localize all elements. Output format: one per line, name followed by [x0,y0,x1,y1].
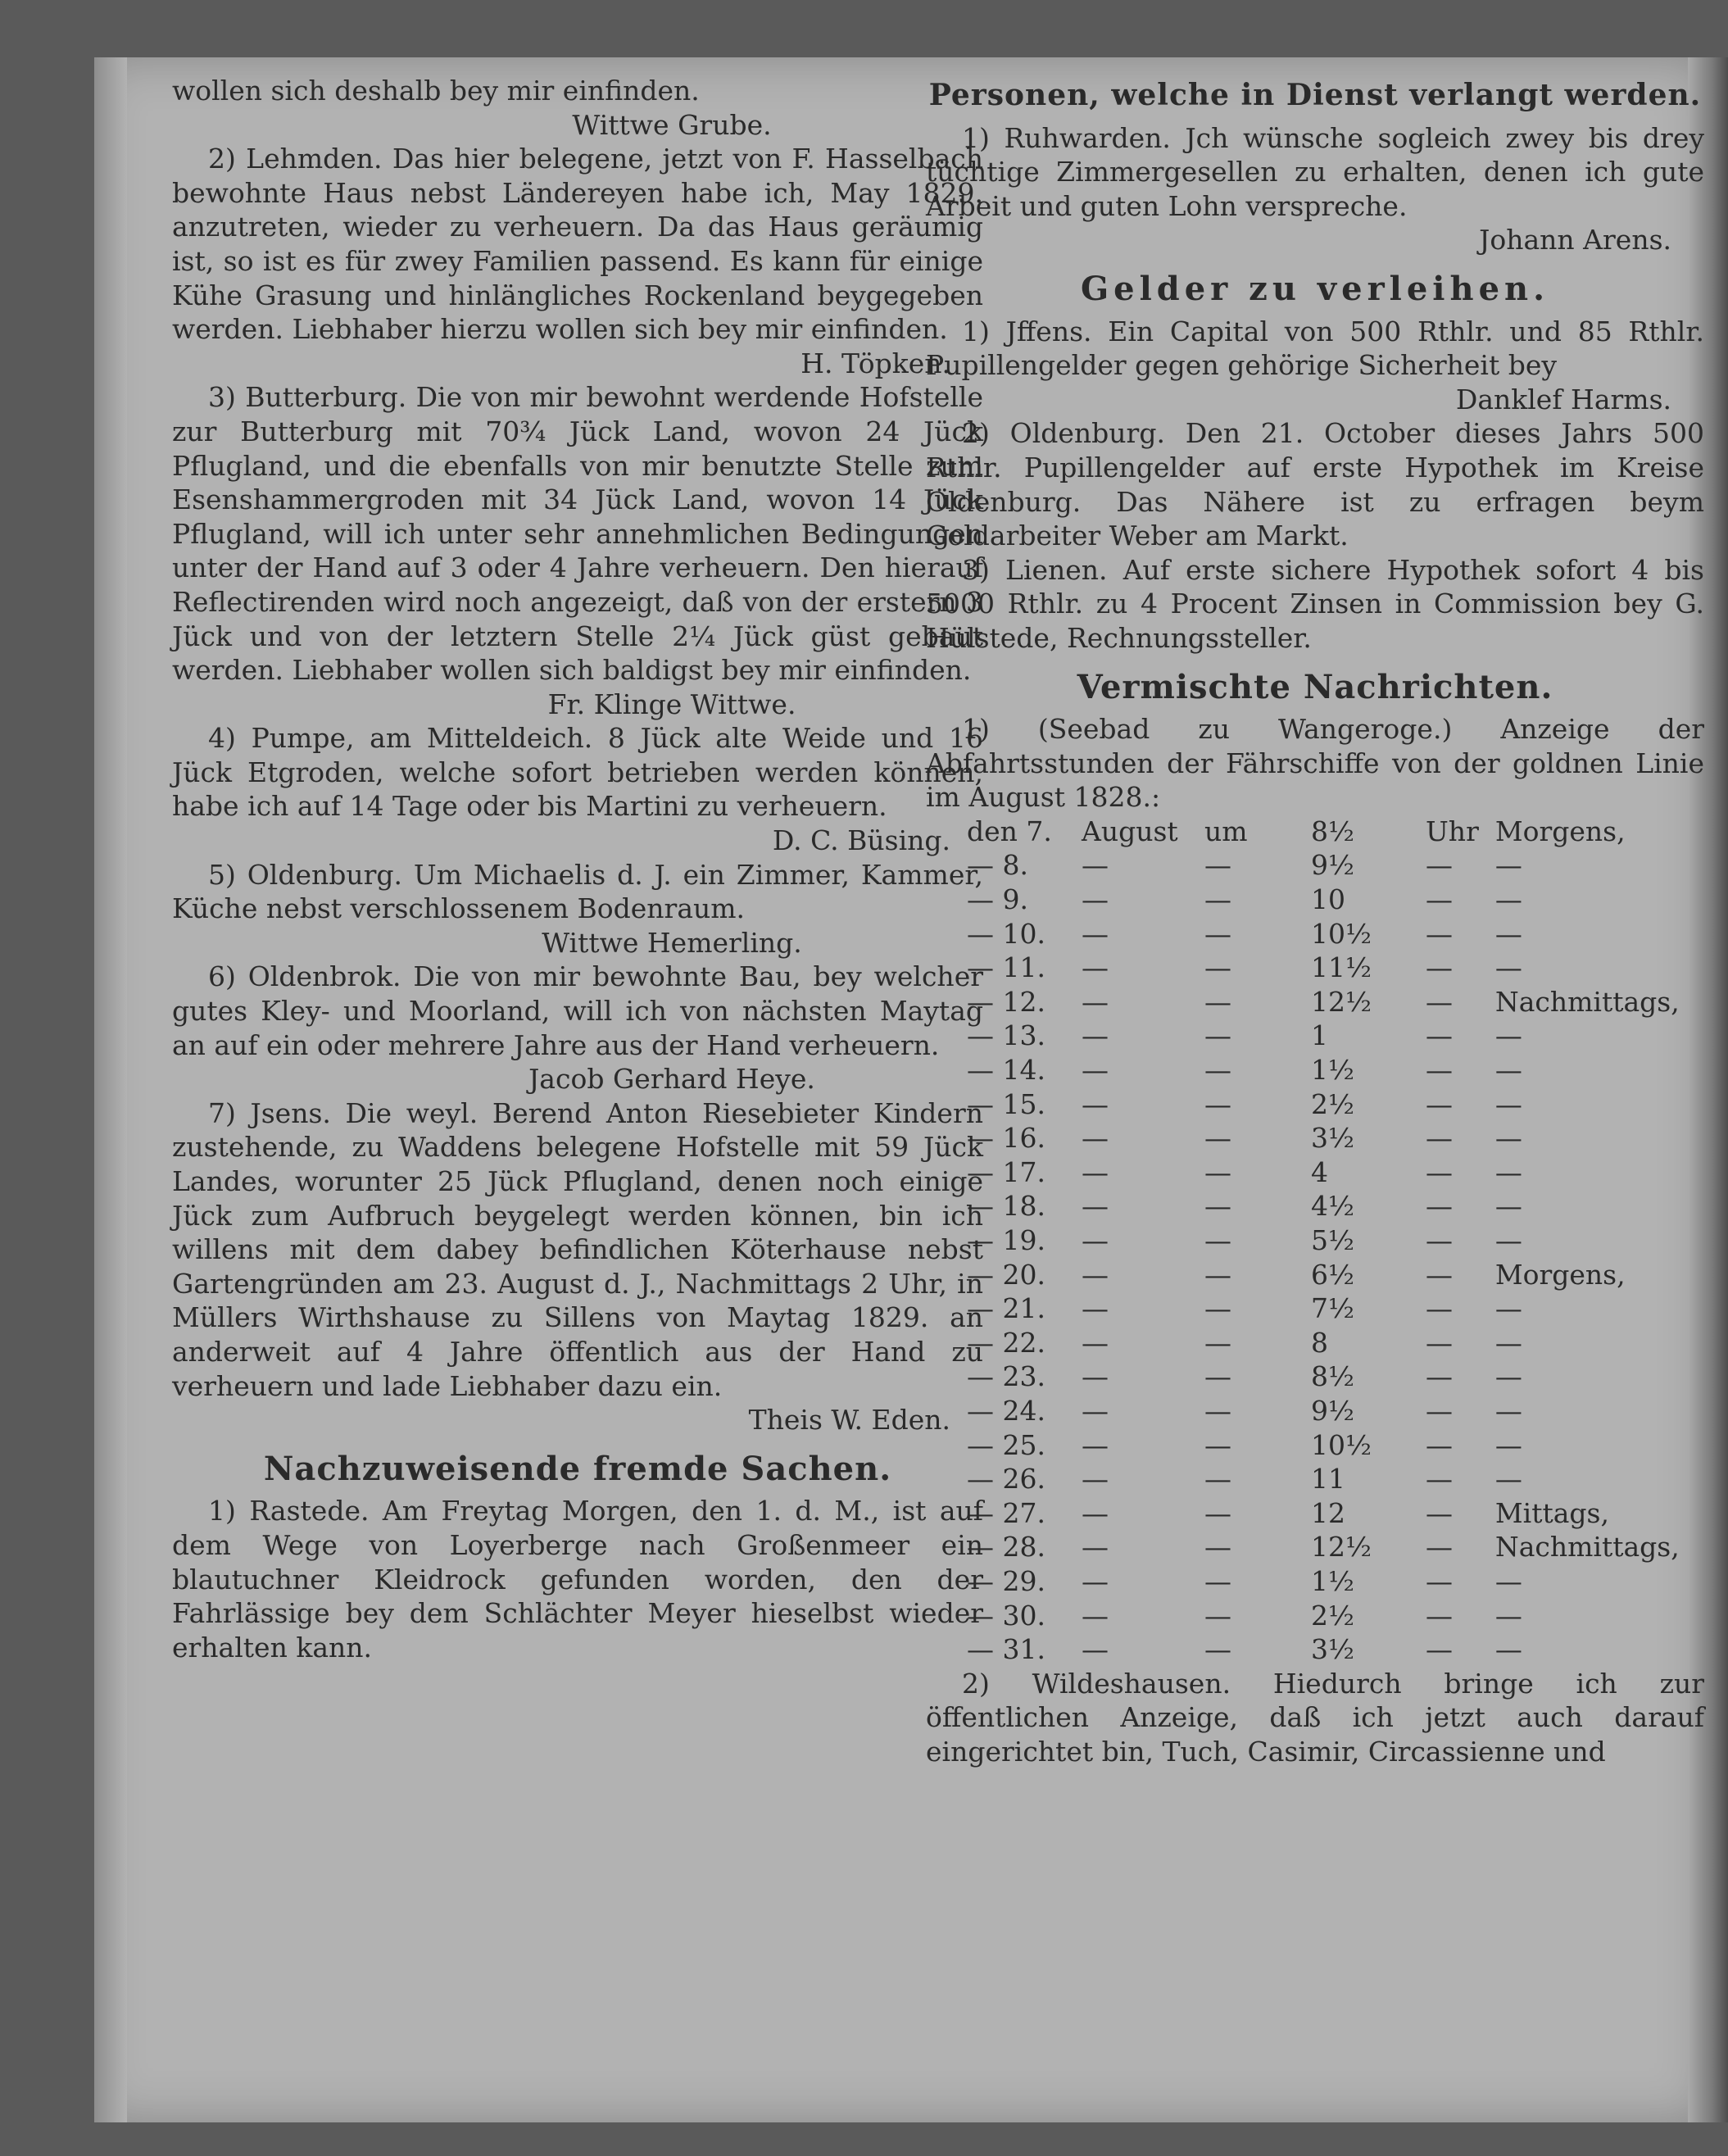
schedule-um: — [1204,1190,1231,1223]
schedule-daypart: Morgens, [1494,1258,1626,1291]
schedule-row [959,1019,1688,1053]
schedule-day: — 28. [967,1531,1045,1564]
signature-harms: Danklef Harms. [1455,383,1671,415]
schedule-um: — [1204,1531,1231,1564]
signature-buesing: D. C. Büsing. [772,824,950,857]
schedule-time: 1½ [1311,1054,1354,1087]
schedule-uhr: — [1426,1224,1453,1256]
schedule-daypart: — [1494,1360,1522,1393]
schedule-time: 10½ [1311,917,1372,950]
schedule-uhr: — [1426,1531,1453,1564]
schedule-um: — [1204,1599,1231,1632]
schedule-daypart: — [1494,1564,1522,1597]
schedule-month: August [1082,815,1178,847]
schedule-time: 7½ [1311,1292,1354,1325]
schedule-time: 11½ [1311,951,1372,984]
schedule-daypart: Morgens, [1494,815,1626,847]
schedule-month: — [1082,1292,1109,1325]
schedule-um: — [1204,1326,1231,1359]
schedule-uhr: — [1426,1428,1453,1461]
schedule-month: — [1082,985,1109,1018]
ferry-schedule-body [959,815,1688,1667]
signature-toepken: H. Töpken. [801,347,950,379]
schedule-time: 10½ [1311,1428,1372,1461]
schedule-month: — [1082,1122,1109,1155]
schedule-day: — 26. [967,1463,1045,1496]
schedule-um: — [1204,1292,1231,1325]
schedule-daypart: — [1494,1019,1522,1052]
schedule-time: 4 [1311,1155,1328,1188]
schedule-time: 3½ [1311,1633,1354,1666]
schedule-uhr: — [1426,849,1453,882]
schedule-um: um [1204,815,1248,847]
schedule-row [959,1087,1688,1122]
schedule-time: 12½ [1311,985,1372,1018]
schedule-daypart: Nachmittags, [1494,985,1680,1018]
schedule-month: — [1082,917,1109,950]
signature-arens: Johann Arens. [1479,224,1671,256]
schedule-day: — 27. [967,1496,1045,1529]
schedule-daypart: — [1494,917,1522,950]
paragraph-intro: wollen sich deshalb bey mir einfinden. [172,75,700,107]
schedule-uhr: — [1426,1326,1453,1359]
signature-grube: Wittwe Grube. [572,108,772,141]
schedule-row [959,1394,1688,1428]
schedule-day: — 23. [967,1360,1045,1393]
schedule-daypart: Nachmittags, [1494,1531,1680,1564]
schedule-row [959,1291,1688,1326]
schedule-day: den 7. [967,815,1052,847]
schedule-daypart: — [1494,1633,1522,1666]
schedule-daypart: — [1494,1087,1522,1120]
schedule-month: — [1082,1054,1109,1087]
page-fold-shadow [94,57,127,2122]
schedule-day: — 19. [967,1224,1045,1256]
schedule-month: — [1082,1190,1109,1223]
schedule-time: 8 [1311,1326,1328,1359]
schedule-time: 6½ [1311,1258,1354,1291]
schedule-row [959,1599,1688,1633]
schedule-uhr: — [1426,1633,1453,1666]
schedule-day: — 8. [967,849,1028,882]
schedule-day: — 25. [967,1428,1045,1461]
left-column [172,74,983,1664]
schedule-row [959,1462,1688,1496]
paragraph-jsens: 7) Jsens. Die weyl. Berend Anton Riesebieter Kindern zustehende, zu Waddens belegene Hofstelle mit 59 Jück Landes, worunter 25 Jück Pflugland, denen noch einige Jück zum Aufbruch beygelegt werden können, bin ich willens mit dem dabey befindlichen Köterhause nebst Gartengründen am 23. August d. J., Nachmittags 2 Uhr, in Müllers Wirthshause zu Sillens von Maytag 1829. an anderweit auf 4 Jahre öffentlich aus der Hand zu verheuern und lade Liebhaber dazu ein. [172,1096,983,1402]
schedule-daypart: Mittags, [1494,1496,1609,1529]
schedule-uhr: Uhr [1426,815,1479,847]
schedule-row [959,1428,1688,1463]
heading-personen-dienst: Personen, welche in Dienst verlangt werden. [928,78,1702,112]
schedule-daypart: — [1494,1155,1522,1188]
schedule-month: — [1082,951,1109,984]
heading-fremde-sachen: Nachzuweisende fremde Sachen. [263,1449,892,1488]
schedule-uhr: — [1426,951,1453,984]
schedule-day: — 29. [967,1564,1045,1597]
schedule-um: — [1204,1463,1231,1496]
schedule-day: — 10. [967,917,1045,950]
schedule-daypart: — [1494,1599,1522,1632]
schedule-row [959,1530,1688,1564]
schedule-row [959,985,1688,1019]
ferry-schedule-table [959,815,1688,1667]
schedule-day: — 12. [967,985,1045,1018]
schedule-um: — [1204,1258,1231,1291]
schedule-row [959,1189,1688,1223]
paragraph-jffens: 1) Jffens. Ein Capital von 500 Rthlr. und 85 Rthlr. Pupillengelder gegen gehörige Sicherheit bey [926,315,1704,382]
paragraph-oldenbrok: 6) Oldenbrok. Die von mir bewohnte Bau, bey welcher gutes Kley- und Moorland, will ich von nächsten Maytag an auf ein oder mehrere Jahre aus der Hand verheuern. [172,960,983,1061]
schedule-uhr: — [1426,1190,1453,1223]
schedule-day: — 13. [967,1019,1045,1052]
schedule-um: — [1204,951,1231,984]
paragraph-lienen: 3) Lienen. Auf erste sichere Hypothek sofort 4 bis 5000 Rthlr. zu 4 Procent Zinsen in Commission bey G. Hülstede, Rechnungssteller. [926,553,1704,654]
schedule-uhr: — [1426,1122,1453,1155]
schedule-day: — 17. [967,1155,1045,1188]
schedule-month: — [1082,1463,1109,1496]
schedule-uhr: — [1426,1564,1453,1597]
schedule-day: — 18. [967,1190,1045,1223]
schedule-daypart: — [1494,1122,1522,1155]
schedule-uhr: — [1426,1054,1453,1087]
schedule-month: — [1082,1224,1109,1256]
schedule-um: — [1204,1496,1231,1529]
schedule-daypart: — [1494,1394,1522,1427]
schedule-time: 5½ [1311,1224,1354,1256]
schedule-uhr: — [1426,1019,1453,1052]
schedule-day: — 15. [967,1087,1045,1120]
schedule-day: — 31. [967,1633,1045,1666]
heading-gelder-verleihen: Gelder zu verleihen. [1080,269,1550,308]
schedule-um: — [1204,883,1231,916]
schedule-um: — [1204,1054,1231,1087]
schedule-row [959,848,1688,883]
schedule-um: — [1204,1633,1231,1666]
schedule-month: — [1082,1019,1109,1052]
schedule-um: — [1204,1360,1231,1393]
schedule-month: — [1082,1633,1109,1666]
schedule-uhr: — [1426,1394,1453,1427]
schedule-time: 9½ [1311,1394,1354,1427]
schedule-row [959,1359,1688,1394]
schedule-um: — [1204,1428,1231,1461]
paragraph-oldenburg-right: 2) Oldenburg. Den 21. October dieses Jahrs 500 Rthlr. Pupillengelder auf erste Hypothek im Kreise Oldenburg. Das Nähere ist zu erfragen beym Goldarbeiter Weber am Markt. [926,417,1704,552]
schedule-daypart: — [1494,1292,1522,1325]
schedule-daypart: — [1494,1463,1522,1496]
paragraph-wildeshausen: 2) Wildeshausen. Hiedurch bringe ich zur öffentlichen Anzeige, daß ich jetzt auch darauf eingerichtet bin, Tuch, Casimir, Circassienne und [926,1667,1704,1768]
schedule-time: 9½ [1311,849,1354,882]
schedule-daypart: — [1494,849,1522,882]
schedule-time: 11 [1311,1463,1345,1496]
paragraph-rastede: 1) Rastede. Am Freytag Morgen, den 1. d. M., ist auf dem Wege von Loyerberge nach Großenmeer ein blautuchner Kleidrock gefunden worden, den der Fahrlässige bey dem Schlächter Meyer hieselbst wieder erhalten kann. [172,1495,983,1664]
signature-heye: Jacob Gerhard Heye. [528,1063,815,1096]
schedule-month: — [1082,1360,1109,1393]
schedule-row [959,1155,1688,1190]
paragraph-ruhwarden: 1) Ruhwarden. Jch wünsche sogleich zwey bis drey tüchtige Zimmergesellen zu erhalten, denen ich gute Arbeit und guten Lohn verspreche. [926,121,1704,222]
schedule-uhr: — [1426,1599,1453,1632]
schedule-row [959,1053,1688,1087]
schedule-row [959,1326,1688,1360]
heading-vermischte-nachrichten: Vermischte Nachrichten. [1077,667,1553,706]
schedule-uhr: — [1426,1463,1453,1496]
schedule-uhr: — [1426,883,1453,916]
schedule-um: — [1204,917,1231,950]
schedule-um: — [1204,1122,1231,1155]
schedule-row [959,1564,1688,1599]
schedule-month: — [1082,1155,1109,1188]
schedule-row [959,1496,1688,1531]
schedule-month: — [1082,883,1109,916]
schedule-daypart: — [1494,1428,1522,1461]
schedule-uhr: — [1426,1258,1453,1291]
schedule-month: — [1082,1394,1109,1427]
schedule-row [959,883,1688,917]
schedule-time: 10 [1311,883,1345,916]
schedule-um: — [1204,1087,1231,1120]
schedule-row [959,1258,1688,1292]
schedule-daypart: — [1494,1190,1522,1223]
paragraph-seebad: 1) (Seebad zu Wangeroge.) Anzeige der Abfahrtsstunden der Fährschiffe von der goldnen Linie im August 1828.: [926,713,1704,814]
schedule-uhr: — [1426,1087,1453,1120]
schedule-time: 8½ [1311,1360,1354,1393]
schedule-row [959,1632,1688,1667]
schedule-time: 12 [1311,1496,1345,1529]
schedule-um: — [1204,1155,1231,1188]
schedule-time: 4½ [1311,1190,1354,1223]
schedule-daypart: — [1494,883,1522,916]
schedule-daypart: — [1494,1054,1522,1087]
schedule-month: — [1082,1531,1109,1564]
schedule-month: — [1082,849,1109,882]
paragraph-lehmden: 2) Lehmden. Das hier belegene, jetzt von F. Hasselbach bewohnte Haus nebst Ländereyen habe ich, May 1829. anzutreten, wieder zu verheuern. Da das Haus geräumig ist, so ist es für zwey Familien passend. Es kann für einige Kühe Grasung und hinlängliches Rockenland beygegeben werden. Liebhaber hierzu wollen sich bey mir einfinden. [172,143,983,346]
paragraph-pumpe: 4) Pumpe, am Mitteldeich. 8 Jück alte Weide und 16 Jück Etgroden, welche sofort betrieben werden können, habe ich auf 14 Tage oder bis Martini zu verheuern. [172,722,983,823]
schedule-um: — [1204,1394,1231,1427]
paragraph-butterburg: 3) Butterburg. Die von mir bewohnt werdende Hofstelle zur Butterburg mit 70¾ Jück Land, wovon 24 Jück Pflugland, und die ebenfalls von mir benutzte Stelle zum Esenshammergroden mit 34 Jück Land, wovon 14 Jück Pflugland, will ich unter sehr annehmlichen Bedingungen unter der Hand auf 3 oder 4 Jahre verheuern. Den hierauf Reflectirenden wird noch angezeigt, daß von der erstern 3 Jück und von der letztern Stelle 2¼ Jück güst gebaut werden. Liebhaber wollen sich baldigst bey mir einfinden. [172,381,983,687]
signature-klinge: Fr. Klinge Wittwe. [547,688,796,720]
schedule-time: 3½ [1311,1122,1354,1155]
schedule-row [959,951,1688,985]
schedule-day: — 9. [967,883,1028,916]
schedule-month: — [1082,1564,1109,1597]
signature-hemerling: Wittwe Hemerling. [542,926,802,959]
schedule-month: — [1082,1326,1109,1359]
schedule-time: 1½ [1311,1564,1354,1597]
schedule-um: — [1204,985,1231,1018]
schedule-daypart: — [1494,1326,1522,1359]
schedule-um: — [1204,1564,1231,1597]
schedule-um: — [1204,1019,1231,1052]
schedule-time: 2½ [1311,1599,1354,1632]
schedule-time: 8½ [1311,815,1354,847]
schedule-row [959,917,1688,951]
schedule-uhr: — [1426,917,1453,950]
schedule-month: — [1082,1599,1109,1632]
paragraph-oldenburg-left: 5) Oldenburg. Um Michaelis d. J. ein Zimmer, Kammer, Küche nebst verschlossenem Bodenraum. [172,858,983,925]
schedule-uhr: — [1426,1155,1453,1188]
schedule-month: — [1082,1428,1109,1461]
schedule-day: — 24. [967,1394,1045,1427]
schedule-uhr: — [1426,1496,1453,1529]
schedule-day: — 21. [967,1292,1045,1325]
signature-eden: Theis W. Eden. [748,1404,950,1437]
schedule-day: — 11. [967,951,1045,984]
schedule-day: — 20. [967,1258,1045,1291]
schedule-month: — [1082,1087,1109,1120]
schedule-uhr: — [1426,1360,1453,1393]
schedule-uhr: — [1426,1292,1453,1325]
schedule-row [959,1223,1688,1258]
schedule-time: 2½ [1311,1087,1354,1120]
schedule-month: — [1082,1496,1109,1529]
schedule-day: — 16. [967,1122,1045,1155]
schedule-time: 12½ [1311,1531,1372,1564]
schedule-day: — 14. [967,1054,1045,1087]
schedule-um: — [1204,1224,1231,1256]
schedule-um: — [1204,849,1231,882]
schedule-row [959,1121,1688,1155]
right-column [926,74,1704,1769]
schedule-day: — 22. [967,1326,1045,1359]
schedule-day: — 30. [967,1599,1045,1632]
schedule-uhr: — [1426,985,1453,1018]
schedule-daypart: — [1494,1224,1522,1256]
schedule-month: — [1082,1258,1109,1291]
schedule-daypart: — [1494,951,1522,984]
schedule-time: 1 [1311,1019,1328,1052]
schedule-row [959,815,1688,849]
